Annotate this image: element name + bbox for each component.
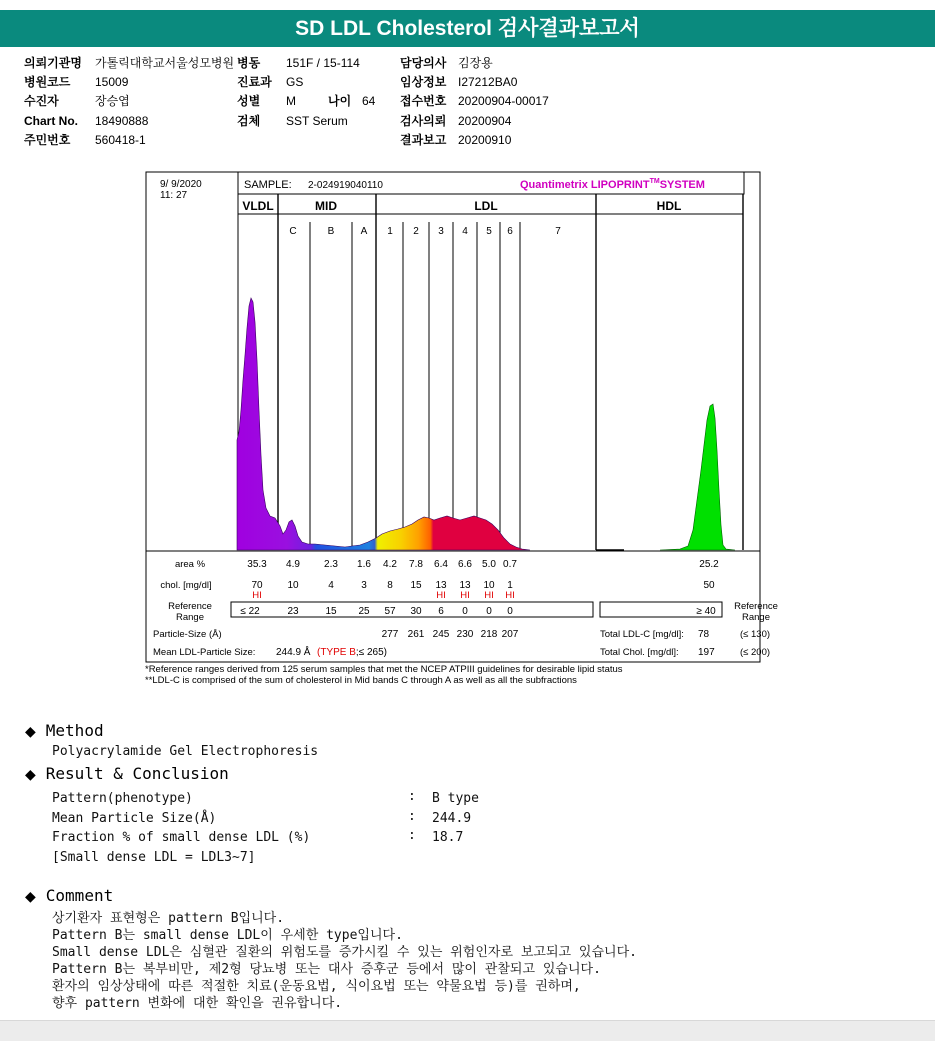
area-value: 7.8	[409, 559, 423, 570]
footnote: **LDL-C is comprised of the sum of cholesterol in Mid bands C through A as well as all the subfractions	[145, 675, 577, 686]
ref-value-hdl: ≥ 40	[696, 606, 716, 617]
mid-header: MID	[315, 199, 337, 213]
info-label: 검사의뢰	[400, 114, 447, 128]
info-value: 20200904-00017	[458, 94, 549, 108]
total-chol-label: Total Chol. [mg/dl]:	[600, 647, 679, 658]
subband-label: 3	[438, 226, 444, 237]
subband-label: C	[289, 226, 297, 237]
info-label: 접수번호	[400, 94, 447, 108]
comment-line: 환자의 임상상태에 따른 적절한 치료(운동요법, 식이요법 또는 약물요법 등)를 권하며,	[52, 979, 581, 994]
comment-title: Comment	[45, 886, 114, 905]
subband-label: 1	[387, 226, 393, 237]
bottom-strip	[0, 1020, 935, 1041]
chol-value: 15	[410, 580, 422, 591]
info-value: 장승엽	[95, 94, 130, 108]
chol-value: 10	[287, 580, 299, 591]
info-label: 검체	[237, 114, 261, 128]
chol-value-hdl: 50	[703, 580, 715, 591]
area-value: 1.6	[357, 559, 371, 570]
hi-flag: HI	[460, 590, 470, 601]
patient-info	[0, 0, 935, 160]
area-value: 5.0	[482, 559, 496, 570]
result-value: 244.9	[432, 811, 472, 826]
info-value: 15009	[95, 75, 129, 89]
subband-label: 2	[413, 226, 419, 237]
diamond-icon: ◆	[25, 889, 36, 905]
area-value: 4.9	[286, 559, 300, 570]
hi-flag: HI	[505, 590, 515, 601]
result-key: Mean Particle Size(Å)	[52, 811, 217, 826]
chol-value: 13	[459, 580, 471, 591]
chol-value: 8	[387, 580, 393, 591]
area-value: 4.2	[383, 559, 397, 570]
hi-flag: HI	[436, 590, 446, 601]
area-value: 35.3	[247, 559, 267, 570]
info-value: 560418-1	[95, 133, 146, 147]
comment-line: Pattern B는 복부비만, 제2형 당뇨병 또는 대사 증후군 등에서 많이 관찰되고 있습니다.	[52, 962, 601, 977]
result-key: Pattern(phenotype)	[52, 791, 193, 806]
result-note: [Small dense LDL = LDL3~7]	[52, 850, 256, 865]
ref-value: 23	[287, 606, 299, 617]
ref-value: ≤ 22	[240, 606, 260, 617]
result-separator: :	[408, 828, 416, 843]
chol-value: 70	[251, 580, 263, 591]
info-value: I27212BA0	[458, 75, 518, 89]
result-value: B type	[432, 791, 479, 806]
subband-label: 7	[555, 226, 561, 237]
mean-ldl-type: (TYPE B;≤ 265)	[317, 647, 387, 658]
info-label: 주민번호	[24, 133, 71, 147]
area-value: 2.3	[324, 559, 338, 570]
info-value: 18490888	[95, 114, 149, 128]
info-value: 64	[362, 94, 376, 108]
subband-label: 6	[507, 226, 513, 237]
subband-label: B	[327, 226, 335, 237]
ref-value: 0	[462, 606, 468, 617]
vldl-header: VLDL	[242, 199, 274, 213]
info-value: 20200904	[458, 114, 512, 128]
total-ldl-value: 78	[698, 629, 710, 640]
sample-label: SAMPLE:	[244, 179, 292, 191]
result-separator: :	[408, 809, 416, 824]
ldl-header: LDL	[474, 199, 498, 213]
particle-size-value: 245	[432, 629, 450, 640]
info-label: 나이	[328, 94, 352, 108]
area-label: area %	[174, 559, 206, 570]
ref-value: 6	[438, 606, 444, 617]
result-heading	[25, 764, 229, 783]
hi-flag: HI	[484, 590, 494, 601]
info-value: 20200910	[458, 133, 512, 147]
info-value: 김장용	[458, 56, 493, 70]
subband-label: 5	[486, 226, 492, 237]
method-text: Polyacrylamide Gel Electrophoresis	[52, 744, 319, 759]
result-value: 18.7	[432, 830, 464, 845]
info-label: 병원코드	[24, 75, 71, 89]
comment-line: Small dense LDL은 심혈관 질환의 위험도를 증가시킬 수 있는 위험인자로 보고되고 있습니다.	[52, 945, 637, 960]
ref-value: 0	[486, 606, 492, 617]
report-date: 9/ 9/2020	[160, 179, 202, 190]
chol-value: 3	[361, 580, 367, 591]
hi-flag: HI	[252, 590, 262, 601]
comment-line: 상기환자 표현형은 pattern B입니다.	[52, 911, 285, 926]
ref-label: Reference	[168, 601, 212, 612]
hdl-header: HDL	[656, 199, 682, 213]
comment-heading	[25, 886, 113, 905]
ref-value: 30	[410, 606, 422, 617]
particle-size-value: 230	[456, 629, 474, 640]
chol-label: chol. [mg/dl]	[160, 580, 212, 591]
sample-id: 2-024919040110	[308, 180, 383, 191]
area-value: 0.7	[503, 559, 517, 570]
footnote: *Reference ranges derived from 125 serum samples that met the NCEP ATPIII guidelines for desirable lipid status	[145, 664, 623, 675]
info-value: 151F / 15-114	[286, 56, 360, 70]
particle-size-value: 218	[480, 629, 498, 640]
diamond-icon: ◆	[25, 724, 36, 740]
total-chol-value: 197	[698, 647, 715, 658]
info-value: GS	[286, 75, 304, 89]
ref-value: 57	[384, 606, 396, 617]
brand-name: Quantimetrix LIPOPRINT™SYSTEM	[520, 178, 705, 191]
subband-label: A	[360, 226, 368, 237]
subband-label: 4	[462, 226, 468, 237]
report-time: 11: 27	[160, 190, 188, 201]
particle-size-value: 261	[407, 629, 425, 640]
mean-ldl-value: 244.9 Å	[276, 647, 311, 658]
info-label: 담당의사	[400, 56, 447, 70]
report-title: SD LDL Cholesterol 검사결과보고서	[0, 10, 935, 47]
info-label: 병동	[237, 56, 261, 70]
info-label: Chart No.	[24, 114, 78, 128]
ref-value: 15	[325, 606, 337, 617]
area-value: 6.4	[434, 559, 448, 570]
ref-label-right: Range	[742, 612, 770, 623]
mean-ldl-label: Mean LDL-Particle Size:	[153, 647, 256, 658]
particle-size-label: Particle-Size (Å)	[153, 629, 222, 640]
info-label: 의뢰기관명	[24, 56, 82, 70]
area-value-hdl: 25.2	[699, 559, 719, 570]
method-heading	[25, 721, 104, 740]
info-label: 수진자	[24, 94, 59, 108]
result-separator: :	[408, 789, 416, 804]
total-ldl-label: Total LDL-C [mg/dl]:	[600, 629, 684, 640]
chol-value: 4	[328, 580, 334, 591]
info-label: 진료과	[237, 75, 272, 89]
info-label: 결과보고	[400, 133, 447, 147]
area-value: 6.6	[458, 559, 472, 570]
info-label: 성별	[237, 94, 261, 108]
info-value: SST Serum	[286, 114, 348, 128]
lipoprint-report	[145, 171, 778, 663]
result-key: Fraction % of small dense LDL (%)	[52, 830, 311, 845]
ref-value: 25	[358, 606, 370, 617]
ref-value: 0	[507, 606, 513, 617]
ref-label: Range	[176, 612, 204, 623]
chol-value: 1	[507, 580, 513, 591]
info-value: M	[286, 94, 296, 108]
comment-line: Pattern B는 small dense LDL이 우세한 type입니다.	[52, 928, 403, 943]
particle-size-value: 277	[381, 629, 399, 640]
comment-line: 향후 pattern 변화에 대한 확인을 권유합니다.	[52, 996, 343, 1011]
diamond-icon: ◆	[25, 767, 36, 783]
chol-value: 13	[435, 580, 447, 591]
total-chol-ref: (≤ 200)	[740, 647, 771, 658]
total-ldl-ref: (≤ 130)	[740, 629, 771, 640]
chol-value: 10	[483, 580, 495, 591]
particle-size-value: 207	[501, 629, 519, 640]
info-value: 가톨릭대학교서울성모병원	[95, 56, 235, 70]
ref-label-right: Reference	[734, 601, 778, 612]
method-title: Method	[45, 721, 104, 740]
info-label: 임상정보	[400, 75, 447, 89]
result-title: Result & Conclusion	[45, 764, 229, 783]
